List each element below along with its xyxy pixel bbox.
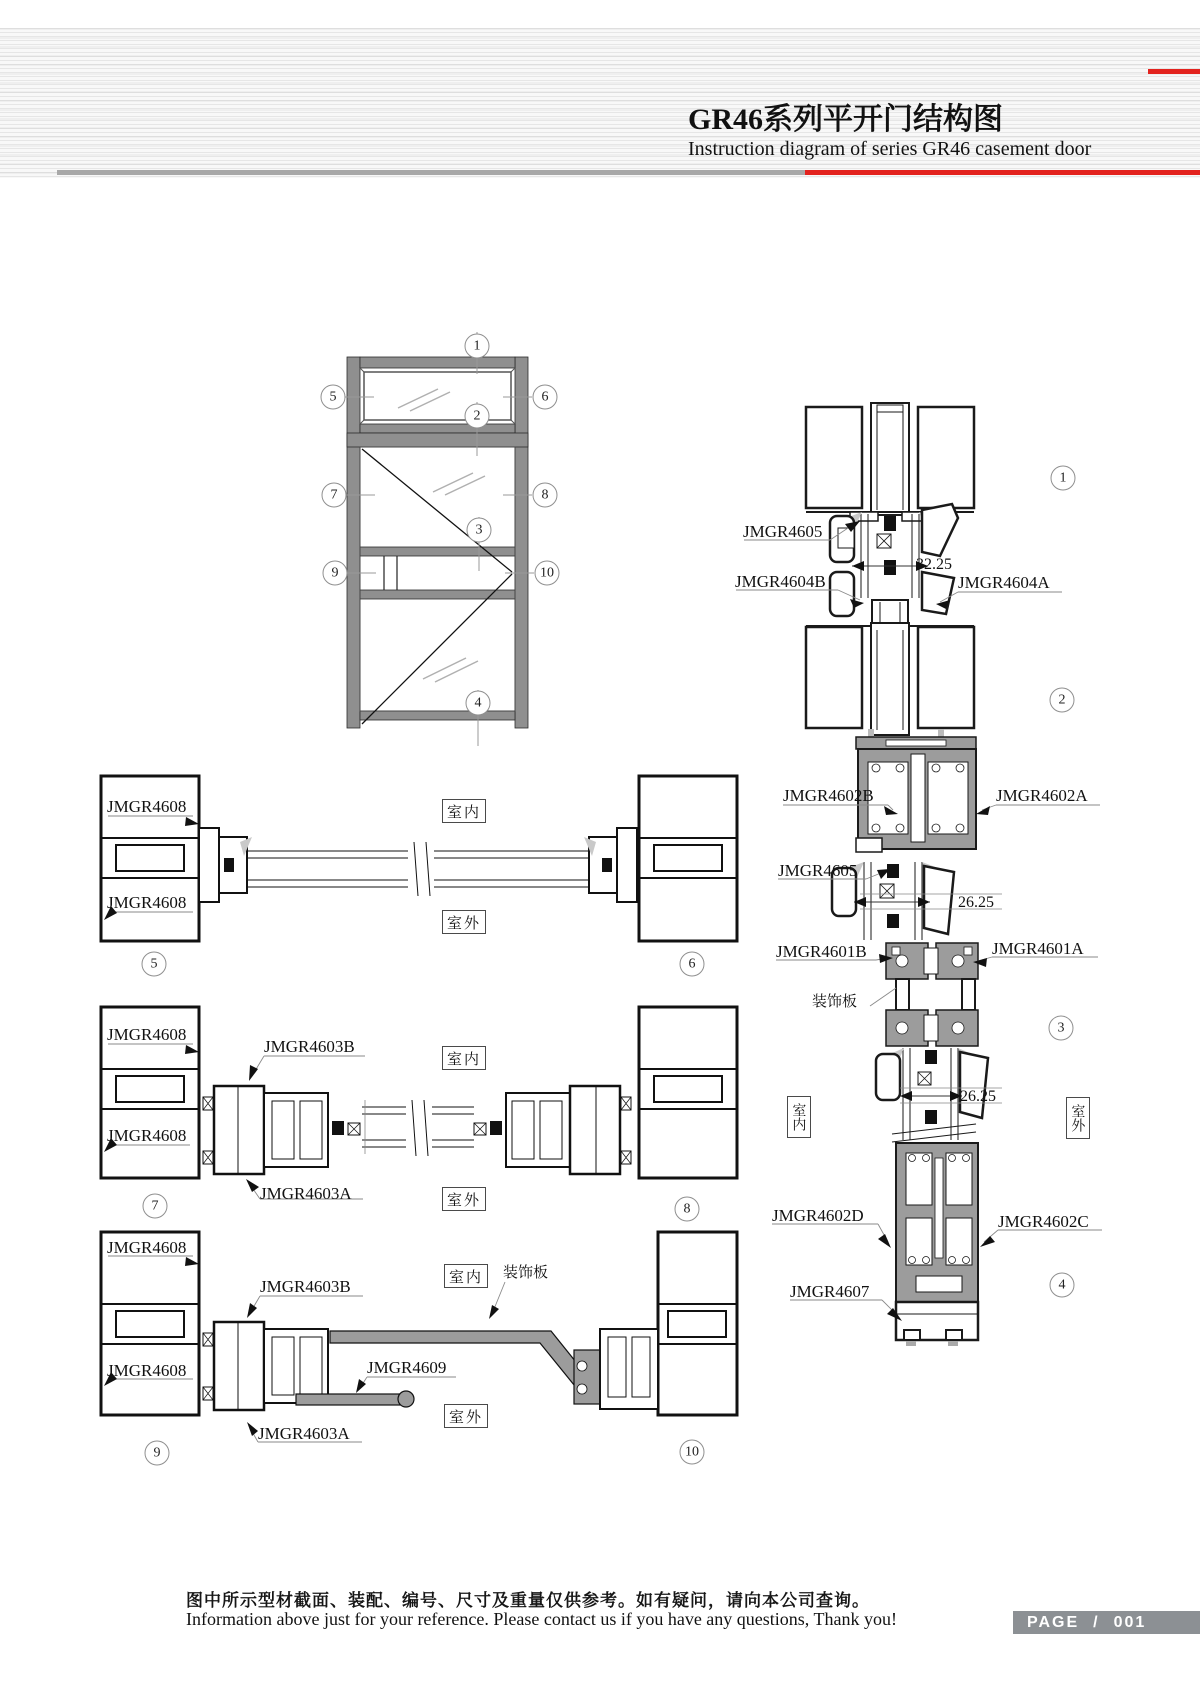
label-jmgr4607: JMGR4607 [790,1282,870,1301]
label-jmgr4608-r9b: JMGR4608 [107,1361,187,1380]
callout-6-elevation: 6 [533,385,558,410]
label-jmgr4604a: JMGR4604A [958,573,1050,592]
callout-1-section: 1 [1051,466,1076,491]
callout-10-row: 10 [680,1440,705,1465]
label-jmgr4608-r7b: JMGR4608 [107,1126,187,1145]
callout-2-elevation: 2 [465,404,490,429]
label-jmgr4608-r5a: JMGR4608 [107,797,187,816]
footer-note-cn: 图中所示型材截面、装配、编号、尺寸及重量仅供参考。如有疑问，请向本公司查询。 [186,1591,870,1610]
label-jmgr4603b-row9: JMGR4603B [260,1277,351,1296]
callout-6-row: 6 [680,952,705,977]
callout-7-elevation: 7 [322,483,347,508]
callout-3-elevation: 3 [467,518,492,543]
label-jmgr4604b: JMGR4604B [735,572,826,591]
callout-7-row: 7 [143,1194,168,1219]
dim-26-25-upper: 26.25 [958,894,994,911]
callout-5-elevation: 5 [321,385,346,410]
dim-32-25: 32.25 [916,556,952,573]
callout-4-elevation: 4 [466,691,491,716]
callout-5-row: 5 [142,952,167,977]
horizontal-rows-drawing [101,776,737,1442]
label-jmgr4609: JMGR4609 [367,1358,447,1377]
callout-2-section: 2 [1050,688,1075,713]
room-box-inside-section: 室内 [787,1096,811,1138]
label-jmgr4608-r5b: JMGR4608 [107,893,187,912]
callout-8-row: 8 [675,1197,700,1222]
page-title: GR46系列平开门结构图 [688,103,1003,136]
callout-1-elevation: 1 [465,334,490,359]
page-separator: / [1093,1613,1100,1631]
room-box-inside-row5: 室内 [442,799,486,823]
footer-note-en: Information above just for your reference. Please contact us if you have any questions, Thank you! [186,1609,897,1629]
room-box-outside-row7: 室外 [442,1187,486,1211]
callout-9-row: 9 [145,1441,170,1466]
label-jmgr4608-r7a: JMGR4608 [107,1025,187,1044]
label-jmgr4602d: JMGR4602D [772,1206,864,1225]
label-jmgr4603a-row7: JMGR4603A [260,1184,352,1203]
label-jmgr4603b-row7: JMGR4603B [264,1037,355,1056]
dim-26-25-lower: 26.25 [960,1088,996,1105]
label-deco-panel-row9: 装饰板 [503,1264,549,1281]
label-jmgr4602a: JMGR4602A [996,786,1088,805]
label-jmgr4605-top: JMGR4605 [743,522,823,541]
room-box-outside-section: 室外 [1066,1097,1090,1139]
label-jmgr4601a: JMGR4601A [992,939,1084,958]
label-deco-panel-section: 装饰板 [812,993,858,1010]
callout-4-section: 4 [1050,1273,1075,1298]
elevation-details [345,332,534,746]
room-box-outside-row5: 室外 [442,910,486,934]
room-box-inside-row9: 室内 [444,1264,488,1288]
page-label: PAGE [1027,1613,1080,1631]
label-jmgr4601b: JMGR4601B [776,942,867,961]
page-number: 001 [1113,1613,1147,1631]
page-number-badge [1013,1611,1200,1634]
callout-8-elevation: 8 [533,483,558,508]
label-jmgr4602b: JMGR4602B [783,786,874,805]
label-jmgr4608-r9a: JMGR4608 [107,1238,187,1257]
label-jmgr4602c: JMGR4602C [998,1212,1089,1231]
callout-9-elevation: 9 [323,561,348,586]
callout-10-elevation: 10 [535,561,560,586]
room-box-inside-row7: 室内 [442,1046,486,1070]
label-jmgr4605-mid: JMGR4605 [778,861,858,880]
page-subtitle: Instruction diagram of series GR46 casement door [688,137,1092,160]
callout-3-section: 3 [1049,1016,1074,1041]
room-box-outside-row9: 室外 [444,1404,488,1428]
label-jmgr4603a-row9: JMGR4603A [258,1424,350,1443]
